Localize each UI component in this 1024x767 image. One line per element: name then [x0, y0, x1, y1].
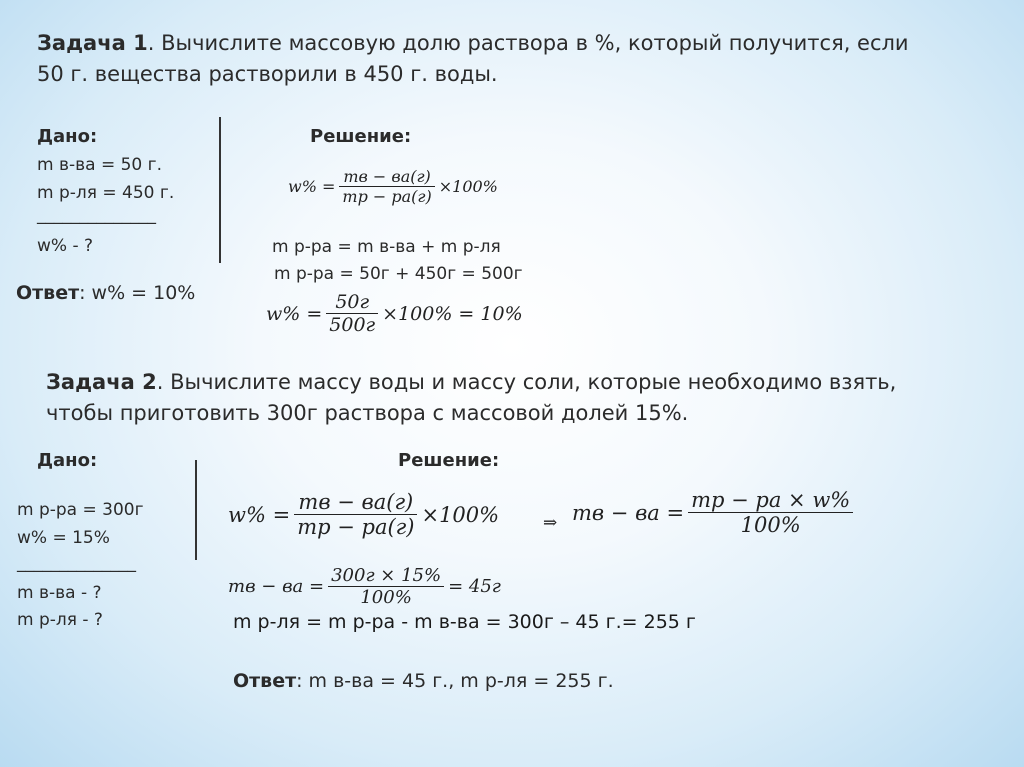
task1-f2-numerator: 50г — [326, 291, 378, 314]
task1-given-mass-solvent: m р-ля = 450 г. — [37, 183, 175, 203]
task1-answer-value: : w% = 10% — [79, 282, 196, 304]
task2-given-unknown-solute: m в-ва - ? — [17, 583, 102, 603]
task1-formula-2 — [266, 291, 523, 336]
task2-answer-value: : m в-ва = 45 г., m р-ля = 255 г. — [296, 670, 614, 692]
task2-text-line2: чтобы приготовить 300г раствора с массовой долей 15%. — [46, 401, 689, 425]
task1-f2-rhs: ×100% = 10% — [382, 302, 523, 325]
task1-f1-numerator: mв − ва(г) — [339, 167, 434, 187]
task2-divider — [195, 460, 197, 560]
task2-f3-fraction — [328, 565, 444, 608]
task1-text-line2: 50 г. вещества растворили в 450 г. воды. — [37, 62, 498, 86]
task1-answer — [16, 282, 195, 304]
task2-f1-fraction — [294, 490, 417, 539]
task1-step-2: m р-ра = 50г + 450г = 500г — [274, 264, 523, 284]
task2-f3-numerator: 300г × 15% — [328, 565, 444, 587]
task1-statement — [37, 28, 909, 90]
task1-text: . Вычислите массовую долю раствора в %, который получится, если — [147, 31, 909, 55]
task2-f2-lhs: mв − ва = — [572, 500, 685, 525]
task1-given-separator: ______________ — [37, 205, 156, 225]
task2-title: Задача 2 — [46, 370, 157, 394]
task1-given-label: Дано: — [37, 126, 98, 147]
task2-f3-rhs: = 45г — [448, 576, 501, 597]
task1-given-mass-solute: m в-ва = 50 г. — [37, 155, 162, 175]
task2-formula-3 — [228, 565, 501, 608]
task2-f3-denominator: 100% — [360, 587, 412, 608]
task1-step-1: m р-ра = m в-ва + m р-ля — [272, 237, 501, 257]
task1-f2-fraction — [326, 291, 378, 336]
task2-given-label: Дано: — [37, 450, 98, 471]
task1-f2-denominator: 500г — [329, 314, 376, 336]
task2-f1-rhs: ×100% — [421, 502, 500, 527]
task2-f1-numerator: mв − ва(г) — [294, 490, 417, 515]
task1-title: Задача 1 — [37, 31, 148, 55]
task2-statement — [46, 367, 896, 429]
task2-given-mass-solution: m р-ра = 300г — [17, 500, 144, 520]
task1-answer-label: Ответ — [16, 282, 80, 304]
task2-formula-1 — [228, 490, 499, 539]
task1-f2-lhs: w% = — [266, 302, 323, 325]
task1-f1-rhs: ×100% — [438, 177, 498, 196]
task2-f2-denominator: 100% — [740, 513, 801, 537]
task2-step-1: m р-ля = m р-ра - m в-ва = 300г – 45 г.= 255 г — [233, 611, 696, 633]
task2-f3-lhs: mв − ва = — [228, 576, 325, 597]
task2-f2-numerator: mр − ра × w% — [688, 488, 853, 513]
task1-f1-lhs: w% = — [288, 177, 336, 196]
task1-given-unknown: w% - ? — [37, 236, 94, 256]
task2-answer — [233, 670, 614, 692]
task2-given-separator: ______________ — [17, 553, 136, 573]
task1-f1-denominator: mр − ра(г) — [342, 187, 432, 206]
task2-formula-2 — [572, 488, 857, 537]
task2-given-fraction: w% = 15% — [17, 528, 110, 548]
task2-f1-denominator: mр − ра(г) — [297, 515, 415, 539]
task1-f1-fraction — [339, 167, 434, 206]
implies-arrow-icon: ⇒ — [543, 513, 558, 533]
task2-f2-fraction — [688, 488, 853, 537]
task2-text: . Вычислите массу воды и массу соли, которые необходимо взять, — [156, 370, 897, 394]
task1-divider — [219, 117, 221, 263]
task2-solution-label: Решение: — [398, 450, 500, 471]
task2-answer-label: Ответ — [233, 670, 297, 692]
task2-given-unknown-solvent: m р-ля - ? — [17, 610, 103, 630]
task1-solution-label: Решение: — [310, 126, 412, 147]
task1-formula-1 — [288, 167, 498, 206]
task2-f1-lhs: w% = — [228, 502, 291, 527]
